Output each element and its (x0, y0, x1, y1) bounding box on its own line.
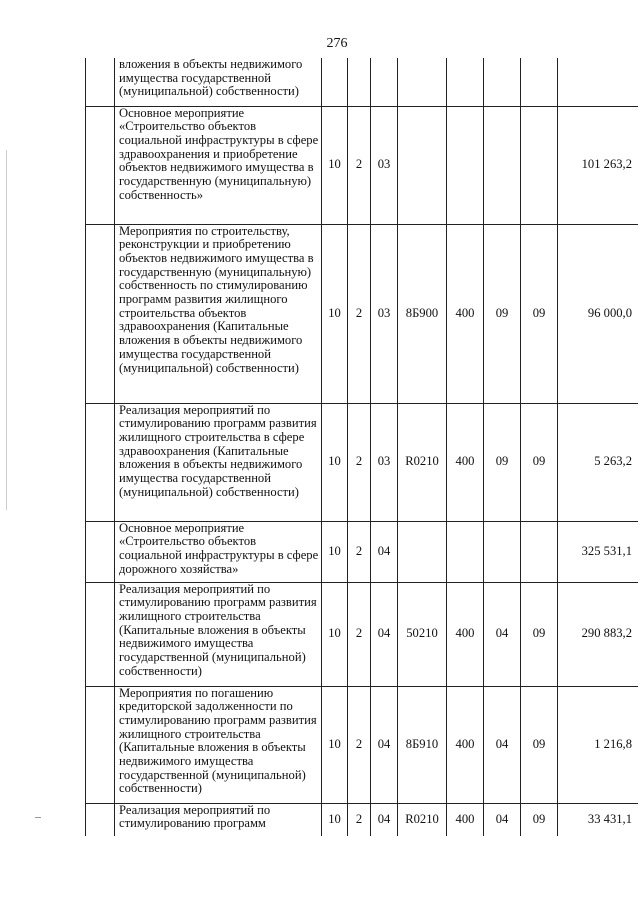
amount-cell: 5 263,2 (558, 403, 639, 521)
code-cell: 09 (521, 224, 558, 403)
code-cell: 10 (322, 803, 348, 836)
code-cell: 04 (484, 803, 521, 836)
table-row (86, 521, 639, 582)
budget-table (85, 58, 638, 836)
description-cell: Реализация мероприятий по стимулированию программ (115, 803, 322, 836)
description-cell: Основное мероприятие «Строительство объектов социальной инфраструктуры в сфере здравоохранения и приобретение объектов недвижимого имущества в государственную (муниципальную) собственность» (115, 106, 322, 224)
code-cell (447, 58, 484, 106)
code-cell (521, 106, 558, 224)
code-cell: 09 (484, 224, 521, 403)
code-cell: 400 (447, 686, 484, 803)
table-row (86, 686, 639, 803)
table-row (86, 58, 639, 106)
code-cell (322, 58, 348, 106)
code-cell: 09 (484, 403, 521, 521)
table-row (86, 106, 639, 224)
code-cell: 04 (371, 582, 398, 686)
amount-cell (558, 58, 639, 106)
scan-mark (35, 817, 41, 818)
index-cell (86, 403, 115, 521)
code-cell (521, 58, 558, 106)
code-cell: 8Б900 (398, 224, 447, 403)
code-cell: 2 (348, 106, 371, 224)
index-cell (86, 106, 115, 224)
code-cell: 09 (521, 686, 558, 803)
code-cell: 09 (521, 803, 558, 836)
code-cell (447, 106, 484, 224)
code-cell (484, 521, 521, 582)
code-cell: 2 (348, 803, 371, 836)
code-cell: 50210 (398, 582, 447, 686)
code-cell: 10 (322, 106, 348, 224)
code-cell: 400 (447, 403, 484, 521)
code-cell: R0210 (398, 403, 447, 521)
code-cell (484, 106, 521, 224)
scan-mark (6, 150, 7, 510)
code-cell: 03 (371, 224, 398, 403)
code-cell: 09 (521, 403, 558, 521)
page-number: 276 (326, 36, 348, 51)
table-row (86, 403, 639, 521)
code-cell: 10 (322, 224, 348, 403)
code-cell: 04 (371, 686, 398, 803)
code-cell: 400 (447, 224, 484, 403)
description-cell: вложения в объекты недвижимого имущества государственной (муниципальной) собственности) (115, 58, 322, 106)
code-cell: 10 (322, 403, 348, 521)
amount-cell: 1 216,8 (558, 686, 639, 803)
code-cell: 2 (348, 403, 371, 521)
description-cell: Реализация мероприятий по стимулированию программ развития жилищного строительства (Капитальные вложения в объекты недвижимого имущества государственной (муниципальной) собственности) (115, 582, 322, 686)
code-cell: 2 (348, 686, 371, 803)
code-cell: 09 (521, 582, 558, 686)
code-cell: 8Б910 (398, 686, 447, 803)
index-cell (86, 582, 115, 686)
index-cell (86, 803, 115, 836)
code-cell (348, 58, 371, 106)
code-cell: 400 (447, 803, 484, 836)
table-row (86, 582, 639, 686)
code-cell (447, 521, 484, 582)
code-cell (398, 106, 447, 224)
amount-cell: 101 263,2 (558, 106, 639, 224)
table-row (86, 803, 639, 836)
code-cell (484, 58, 521, 106)
code-cell: 2 (348, 224, 371, 403)
code-cell: 2 (348, 521, 371, 582)
code-cell (521, 521, 558, 582)
description-cell: Реализация мероприятий по стимулированию программ развития жилищного строительства в сфере здравоохранения (Капитальные вложения в объекты недвижимого имущества государственной (муниципальной) собственности) (115, 403, 322, 521)
description-cell: Мероприятия по погашению кредиторской задолженности по стимулированию программ развития жилищного строительства (Капитальные вложения в объекты недвижимого имущества государственной (муниципальной) собственности) (115, 686, 322, 803)
code-cell: 03 (371, 403, 398, 521)
amount-cell: 290 883,2 (558, 582, 639, 686)
code-cell: 10 (322, 686, 348, 803)
code-cell: 04 (484, 582, 521, 686)
code-cell: 04 (371, 803, 398, 836)
code-cell: R0210 (398, 803, 447, 836)
code-cell (371, 58, 398, 106)
index-cell (86, 521, 115, 582)
amount-cell: 325 531,1 (558, 521, 639, 582)
description-cell: Мероприятия по строительству, реконструкции и приобретению объектов недвижимого имущества в государственную (муниципальную) собственность по стимулированию программ развития жилищного строительства объектов здравоохранения (Капитальные вложения в объекты недвижимого имущества государственной (муниципальной) собственности) (115, 224, 322, 403)
code-cell: 04 (484, 686, 521, 803)
table-row (86, 224, 639, 403)
index-cell (86, 224, 115, 403)
index-cell (86, 686, 115, 803)
index-cell (86, 58, 115, 106)
code-cell: 400 (447, 582, 484, 686)
amount-cell: 96 000,0 (558, 224, 639, 403)
code-cell: 03 (371, 106, 398, 224)
code-cell: 10 (322, 582, 348, 686)
code-cell (398, 58, 447, 106)
code-cell: 2 (348, 582, 371, 686)
amount-cell: 33 431,1 (558, 803, 639, 836)
code-cell: 10 (322, 521, 348, 582)
code-cell (398, 521, 447, 582)
code-cell: 04 (371, 521, 398, 582)
description-cell: Основное мероприятие «Строительство объектов социальной инфраструктуры в сфере дорожного хозяйства» (115, 521, 322, 582)
